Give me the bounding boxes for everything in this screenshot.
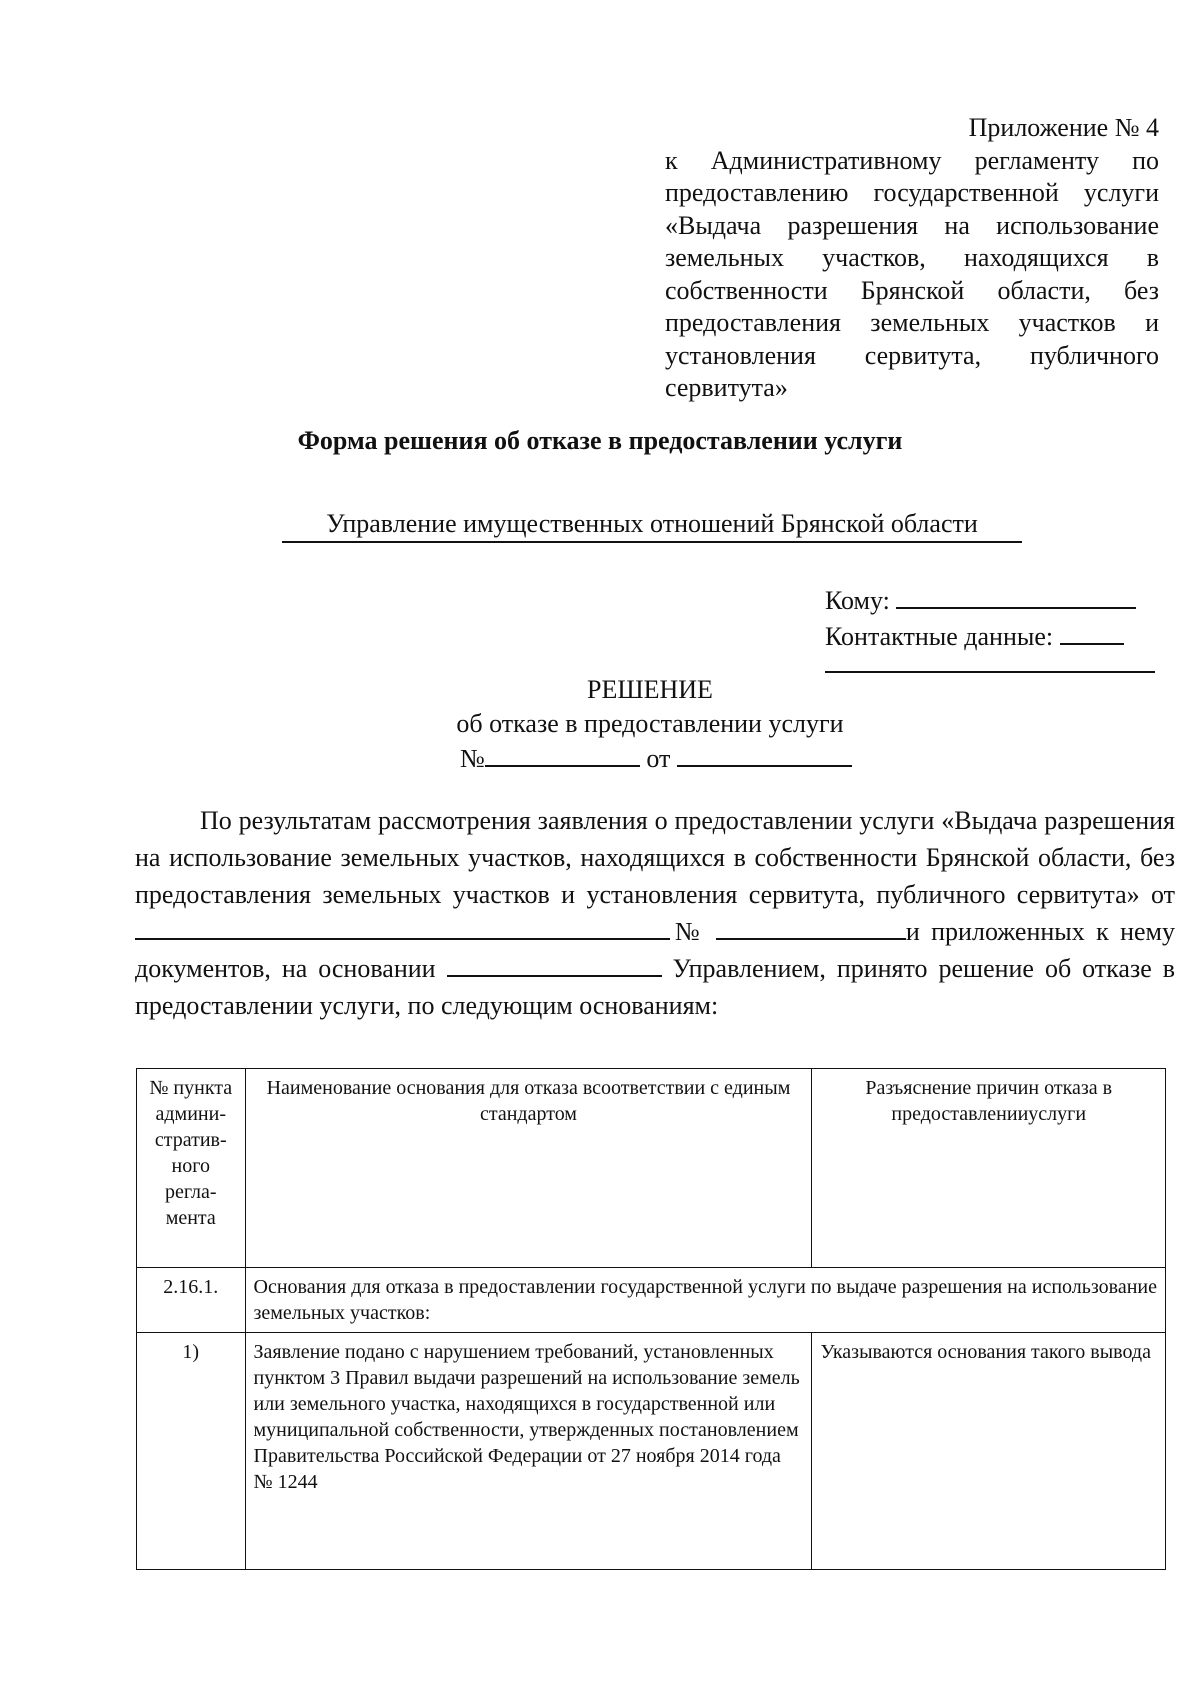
recipient-to-line [825, 583, 1165, 619]
grounds-table [136, 1068, 1166, 1570]
decision-title: РЕШЕНИЕ [587, 675, 713, 704]
row-ground: Заявление подано с нарушением требований, установленных пунктом 3 Правил выдачи разрешений на использование земель или земельного участка, находящихся в государственной или муниципальной собственности, утвержденных постановлением Правительства Российской Федерации от 27 ноября 2014 года № 1244 [245, 1333, 812, 1570]
table-row [137, 1333, 1166, 1570]
decision-number-line [460, 741, 852, 774]
section-text: Основания для отказа в предоставлении государственной услуги по выдаче разрешения на использование земельных участков: [245, 1268, 1166, 1333]
decision-paragraph [135, 802, 1175, 1024]
table-header-row [137, 1069, 1166, 1268]
row-explanation: Указываются основания такого вывода [812, 1333, 1166, 1570]
section-number: 2.16.1. [137, 1268, 246, 1333]
appendix-block [665, 112, 1159, 405]
header-ground-name: Наименование основания для отказа всоответствии с единым стандартом [245, 1069, 812, 1268]
recipient-block [825, 583, 1165, 655]
recipient-to-label: Кому: [825, 586, 890, 615]
recipient-contacts-line [825, 619, 1165, 655]
appendix-body: к Административному регламенту по предоставлению государственной услуги «Выдача разрешения на использование земельных участков, находящихся в собственности Брянской области, без предоставления земельных участков и установления сервитута, публичного сервитута» [665, 145, 1159, 402]
row-number: 1) [137, 1333, 246, 1570]
application-date-blank [135, 914, 670, 940]
decision-number-blank [485, 741, 640, 767]
paragraph-part2: и приложенных к нему документов, на основании [135, 917, 1175, 983]
header-explanation: Разъяснение причин отказа в предоставленииуслуги [812, 1069, 1166, 1268]
decision-number-label: № [460, 744, 485, 773]
decision-subtitle: об отказе в предоставлении услуги [456, 709, 844, 738]
form-title: Форма решения об отказе в предоставлении услуги [297, 426, 903, 455]
organization-name: Управление имущественных отношений Брянской области [282, 509, 1022, 543]
recipient-to-blank [896, 583, 1136, 609]
appendix-title: Приложение № 4 [968, 113, 1159, 142]
basis-blank [447, 951, 662, 977]
recipient-contacts-label: Контактные данные: [825, 622, 1054, 651]
paragraph-part1: По результатам рассмотрения заявления о предоставлении услуги «Выдача разрешения на использование земельных участков, находящихся в собственности Брянской области, без предоставления земельных участков и установления сервитута, публичного сервитута» от [135, 806, 1175, 909]
table-section-row [137, 1268, 1166, 1333]
decision-date-blank [677, 741, 852, 767]
paragraph-num-sign: № [670, 917, 705, 946]
header-item-number: № пункта админи-стратив-ного регла-мента [137, 1069, 246, 1268]
recipient-contacts-blank-2 [825, 671, 1155, 673]
paragraph-part3: Управлением, принято решение об отказе в предоставлении услуги, по следующим основаниям: [135, 954, 1175, 1020]
recipient-contacts-blank [1060, 619, 1124, 645]
application-number-blank [716, 914, 906, 940]
decision-date-label: от [646, 744, 671, 773]
